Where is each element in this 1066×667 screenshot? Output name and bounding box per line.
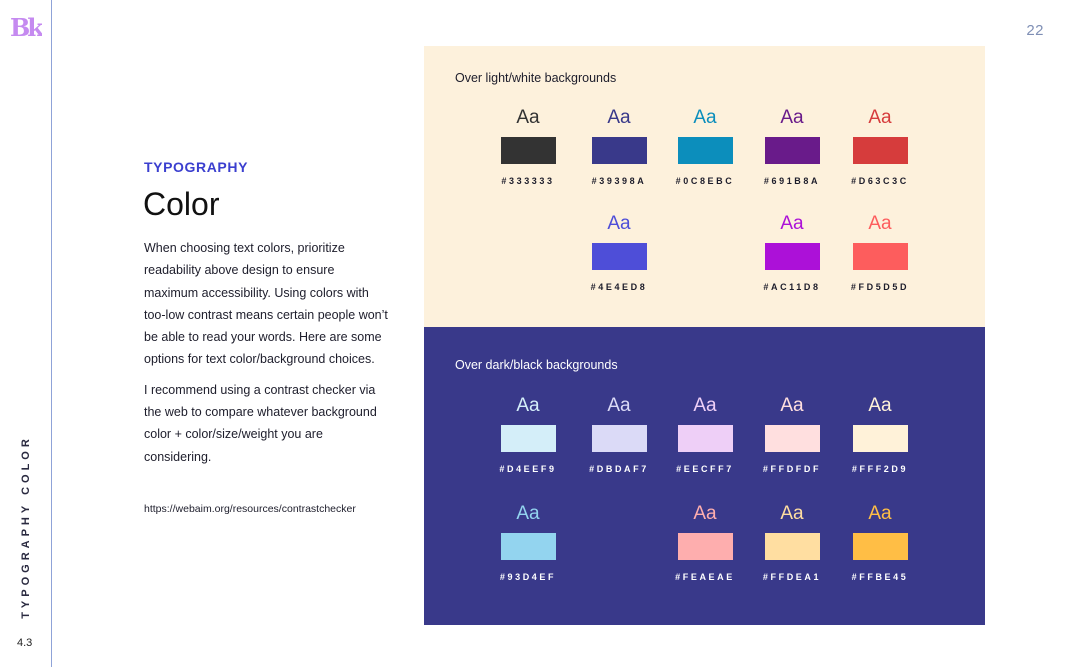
hex-code-label: #D4EEF9 <box>499 464 557 474</box>
color-swatch <box>765 425 820 452</box>
sidebar-divider <box>51 0 52 667</box>
text-sample: Aa <box>607 395 631 416</box>
color-swatch <box>765 137 820 164</box>
text-sample: Aa <box>780 107 804 128</box>
text-sample: Aa <box>607 213 631 234</box>
logo-text: Bk <box>10 14 41 40</box>
color-swatch <box>765 533 820 560</box>
hex-code-label: #AC11D8 <box>763 282 821 292</box>
color-swatch <box>501 533 556 560</box>
text-sample: Aa <box>693 395 717 416</box>
page-number: 22 <box>1026 22 1044 39</box>
text-sample: Aa <box>693 107 717 128</box>
hex-code-label: #DBDAF7 <box>589 464 649 474</box>
hex-code-label: #EECFF7 <box>676 464 734 474</box>
color-swatch-card <box>660 107 750 186</box>
color-swatch-card <box>835 213 925 292</box>
light-background-panel <box>424 46 985 327</box>
hex-code-label: #93D4EF <box>499 572 557 582</box>
brand-logo <box>10 14 42 40</box>
color-swatch-card <box>747 107 837 186</box>
hex-code-label: #FEAEAE <box>675 572 735 582</box>
color-swatch <box>853 533 908 560</box>
color-swatch <box>592 243 647 270</box>
hex-code-label: #39398A <box>591 176 647 186</box>
text-sample: Aa <box>516 395 540 416</box>
hex-code-label: #FFDEA1 <box>762 572 822 582</box>
color-swatch-card <box>483 503 573 582</box>
body-paragraph: When choosing text colors, prioritize readability above design to ensure maximum accessibility. Using colors with too-low contrast means certain people won’t be able to read your words. Here are some options for text color/background choices. <box>144 241 388 367</box>
text-sample: Aa <box>516 503 540 524</box>
color-swatch-card <box>574 395 664 474</box>
color-swatch <box>592 425 647 452</box>
text-sample: Aa <box>780 503 804 524</box>
color-swatch-card <box>747 503 837 582</box>
text-sample: Aa <box>780 213 804 234</box>
section-label: TYPOGRAPHY COLOR <box>20 435 32 619</box>
color-swatch-card <box>747 213 837 292</box>
body-paragraph: I recommend using a contrast checker via the web to compare whatever background color + color/size/weight you are considering. <box>144 382 377 464</box>
text-sample: Aa <box>868 503 892 524</box>
color-swatch <box>501 137 556 164</box>
color-swatch <box>853 137 908 164</box>
hex-code-label: #0C8EBC <box>675 176 735 186</box>
text-sample: Aa <box>516 107 540 128</box>
color-swatch <box>678 425 733 452</box>
color-swatch <box>501 425 556 452</box>
color-swatch-card <box>835 107 925 186</box>
color-swatch-card <box>835 503 925 582</box>
color-swatch-card <box>660 395 750 474</box>
section-number: 4.3 <box>17 637 33 649</box>
color-swatch-card <box>574 107 664 186</box>
body-text <box>144 237 389 476</box>
contrast-checker-link[interactable]: https://webaim.org/resources/contrastchecker <box>144 503 356 515</box>
hex-code-label: #4E4ED8 <box>590 282 648 292</box>
hex-code-label: #FD5D5D <box>850 282 910 292</box>
hex-code-label: #FFF2D9 <box>851 464 909 474</box>
color-swatch <box>678 533 733 560</box>
color-swatch-card <box>483 107 573 186</box>
hex-code-label: #FFDFDF <box>762 464 822 474</box>
text-sample: Aa <box>693 503 717 524</box>
hex-code-label: #691B8A <box>763 176 821 186</box>
page-title: Color <box>143 186 220 222</box>
text-sample: Aa <box>780 395 804 416</box>
hex-code-label: #333333 <box>501 176 555 186</box>
color-swatch-card <box>835 395 925 474</box>
color-swatch-card <box>660 503 750 582</box>
eyebrow-heading: TYPOGRAPHY <box>144 159 249 175</box>
color-swatch-card <box>574 213 664 292</box>
color-swatch <box>765 243 820 270</box>
color-swatch-card <box>483 395 573 474</box>
dark-panel-title: Over dark/black backgrounds <box>455 358 618 372</box>
light-panel-title: Over light/white backgrounds <box>455 71 617 85</box>
color-swatch <box>853 243 908 270</box>
text-sample: Aa <box>868 213 892 234</box>
text-sample: Aa <box>868 107 892 128</box>
hex-code-label: #D63C3C <box>851 176 909 186</box>
hex-code-label: #FFBE45 <box>851 572 909 582</box>
color-swatch <box>853 425 908 452</box>
text-sample: Aa <box>607 107 631 128</box>
color-swatch <box>592 137 647 164</box>
dark-background-panel <box>424 327 985 625</box>
color-swatch-card <box>747 395 837 474</box>
text-sample: Aa <box>868 395 892 416</box>
color-swatch <box>678 137 733 164</box>
